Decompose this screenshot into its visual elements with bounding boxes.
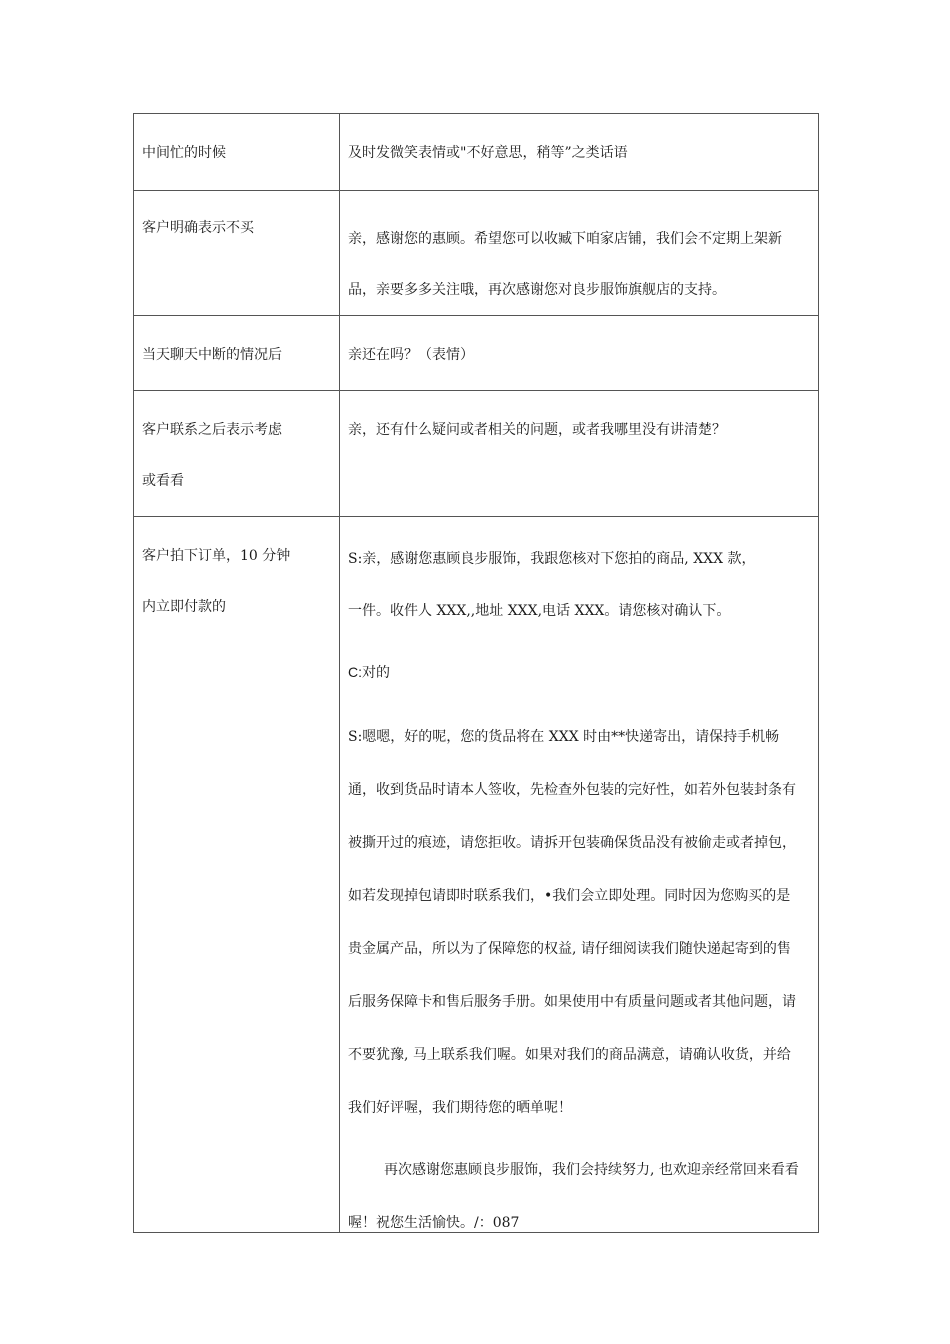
situation-text: 当天聊天中断的情况后 [142,347,282,363]
table-row [134,191,819,316]
situation-cell [134,517,340,1233]
reply-text: 亲还在吗？（表情） [348,347,474,363]
reply-text: 后服务保障卡和售后服务手册。如果使用中有质量问题或者其他问题，请 [348,994,796,1010]
reply-text: C:对的 [348,664,390,680]
reply-text: S:亲，感谢您惠顾良步服饰，我跟您核对下您拍的商品, XXX 款， [348,551,756,567]
reply-text: 不要犹豫, 马上联系我们喔。如果对我们的商品满意，请确认收货，并给 [348,1047,791,1063]
reply-cell [340,517,819,1233]
situation-cell [134,391,340,517]
reply-text: S:嗯嗯，好的呢，您的货品将在 XXX 时由**快递寄出，请保持手机畅 [348,729,780,745]
reply-text: 亲，还有什么疑问或者相关的问题，或者我哪里没有讲清楚？ [348,422,726,438]
reply-text: 亲，感谢您的惠顾。希望您可以收臧下咱家店铺，我们会不定期上架新 [348,231,782,247]
reply-text: 我们好评喔，我们期待您的晒单呢！ [348,1100,572,1116]
reply-text: 如若发现掉包请即时联系我们，•我们会立即处理。同时因为您购买的是 [348,888,791,904]
script-table [133,113,819,1233]
situation-cell [134,114,340,191]
reply-text: 通，收到货品时请本人签收，先检查外包装的完好性，如若外包装封条有 [348,782,796,798]
reply-cell [340,391,819,517]
situation-cell [134,191,340,316]
table-row [134,391,819,517]
reply-text: 品，亲要多多关注哦，再次感谢您对良步服饰旗舰店的支持。 [348,282,726,298]
reply-text: 及时发微笑表情或"不好意思，稍等”之类话语 [348,145,628,161]
table-row [134,517,819,1233]
table-row [134,316,819,391]
situation-text: 客户明确表示不买 [142,220,254,236]
situation-text: 内立即付款的 [142,599,226,615]
reply-text: 一件。收件人 XXX,,地址 XXX,电话 XXX。请您核对确认下。 [348,603,731,619]
reply-text: 喔！祝您生活愉快。/：087 [348,1215,520,1231]
reply-cell [340,191,819,316]
situation-text: 中间忙的时候 [142,145,226,161]
table-row [134,114,819,191]
reply-text: 被撕开过的痕迹，请您拒收。请拆开包装确保货品没有被偷走或者掉包， [348,835,796,851]
reply-cell [340,316,819,391]
situation-text: 客户拍下订单，10 分钟 [142,548,291,564]
reply-text: 再次感谢您惠顾良步服饰，我们会持续努力, 也欢迎亲经常回来看看 [384,1162,799,1178]
situation-text: 客户联系之后表示考虑 [142,422,282,438]
reply-text: 贵金属产品，所以为了保障您的权益, 请仔细阅读我们随快递起寄到的售 [348,941,791,957]
situation-text: 或看看 [142,473,184,489]
situation-cell [134,316,340,391]
reply-cell [340,114,819,191]
